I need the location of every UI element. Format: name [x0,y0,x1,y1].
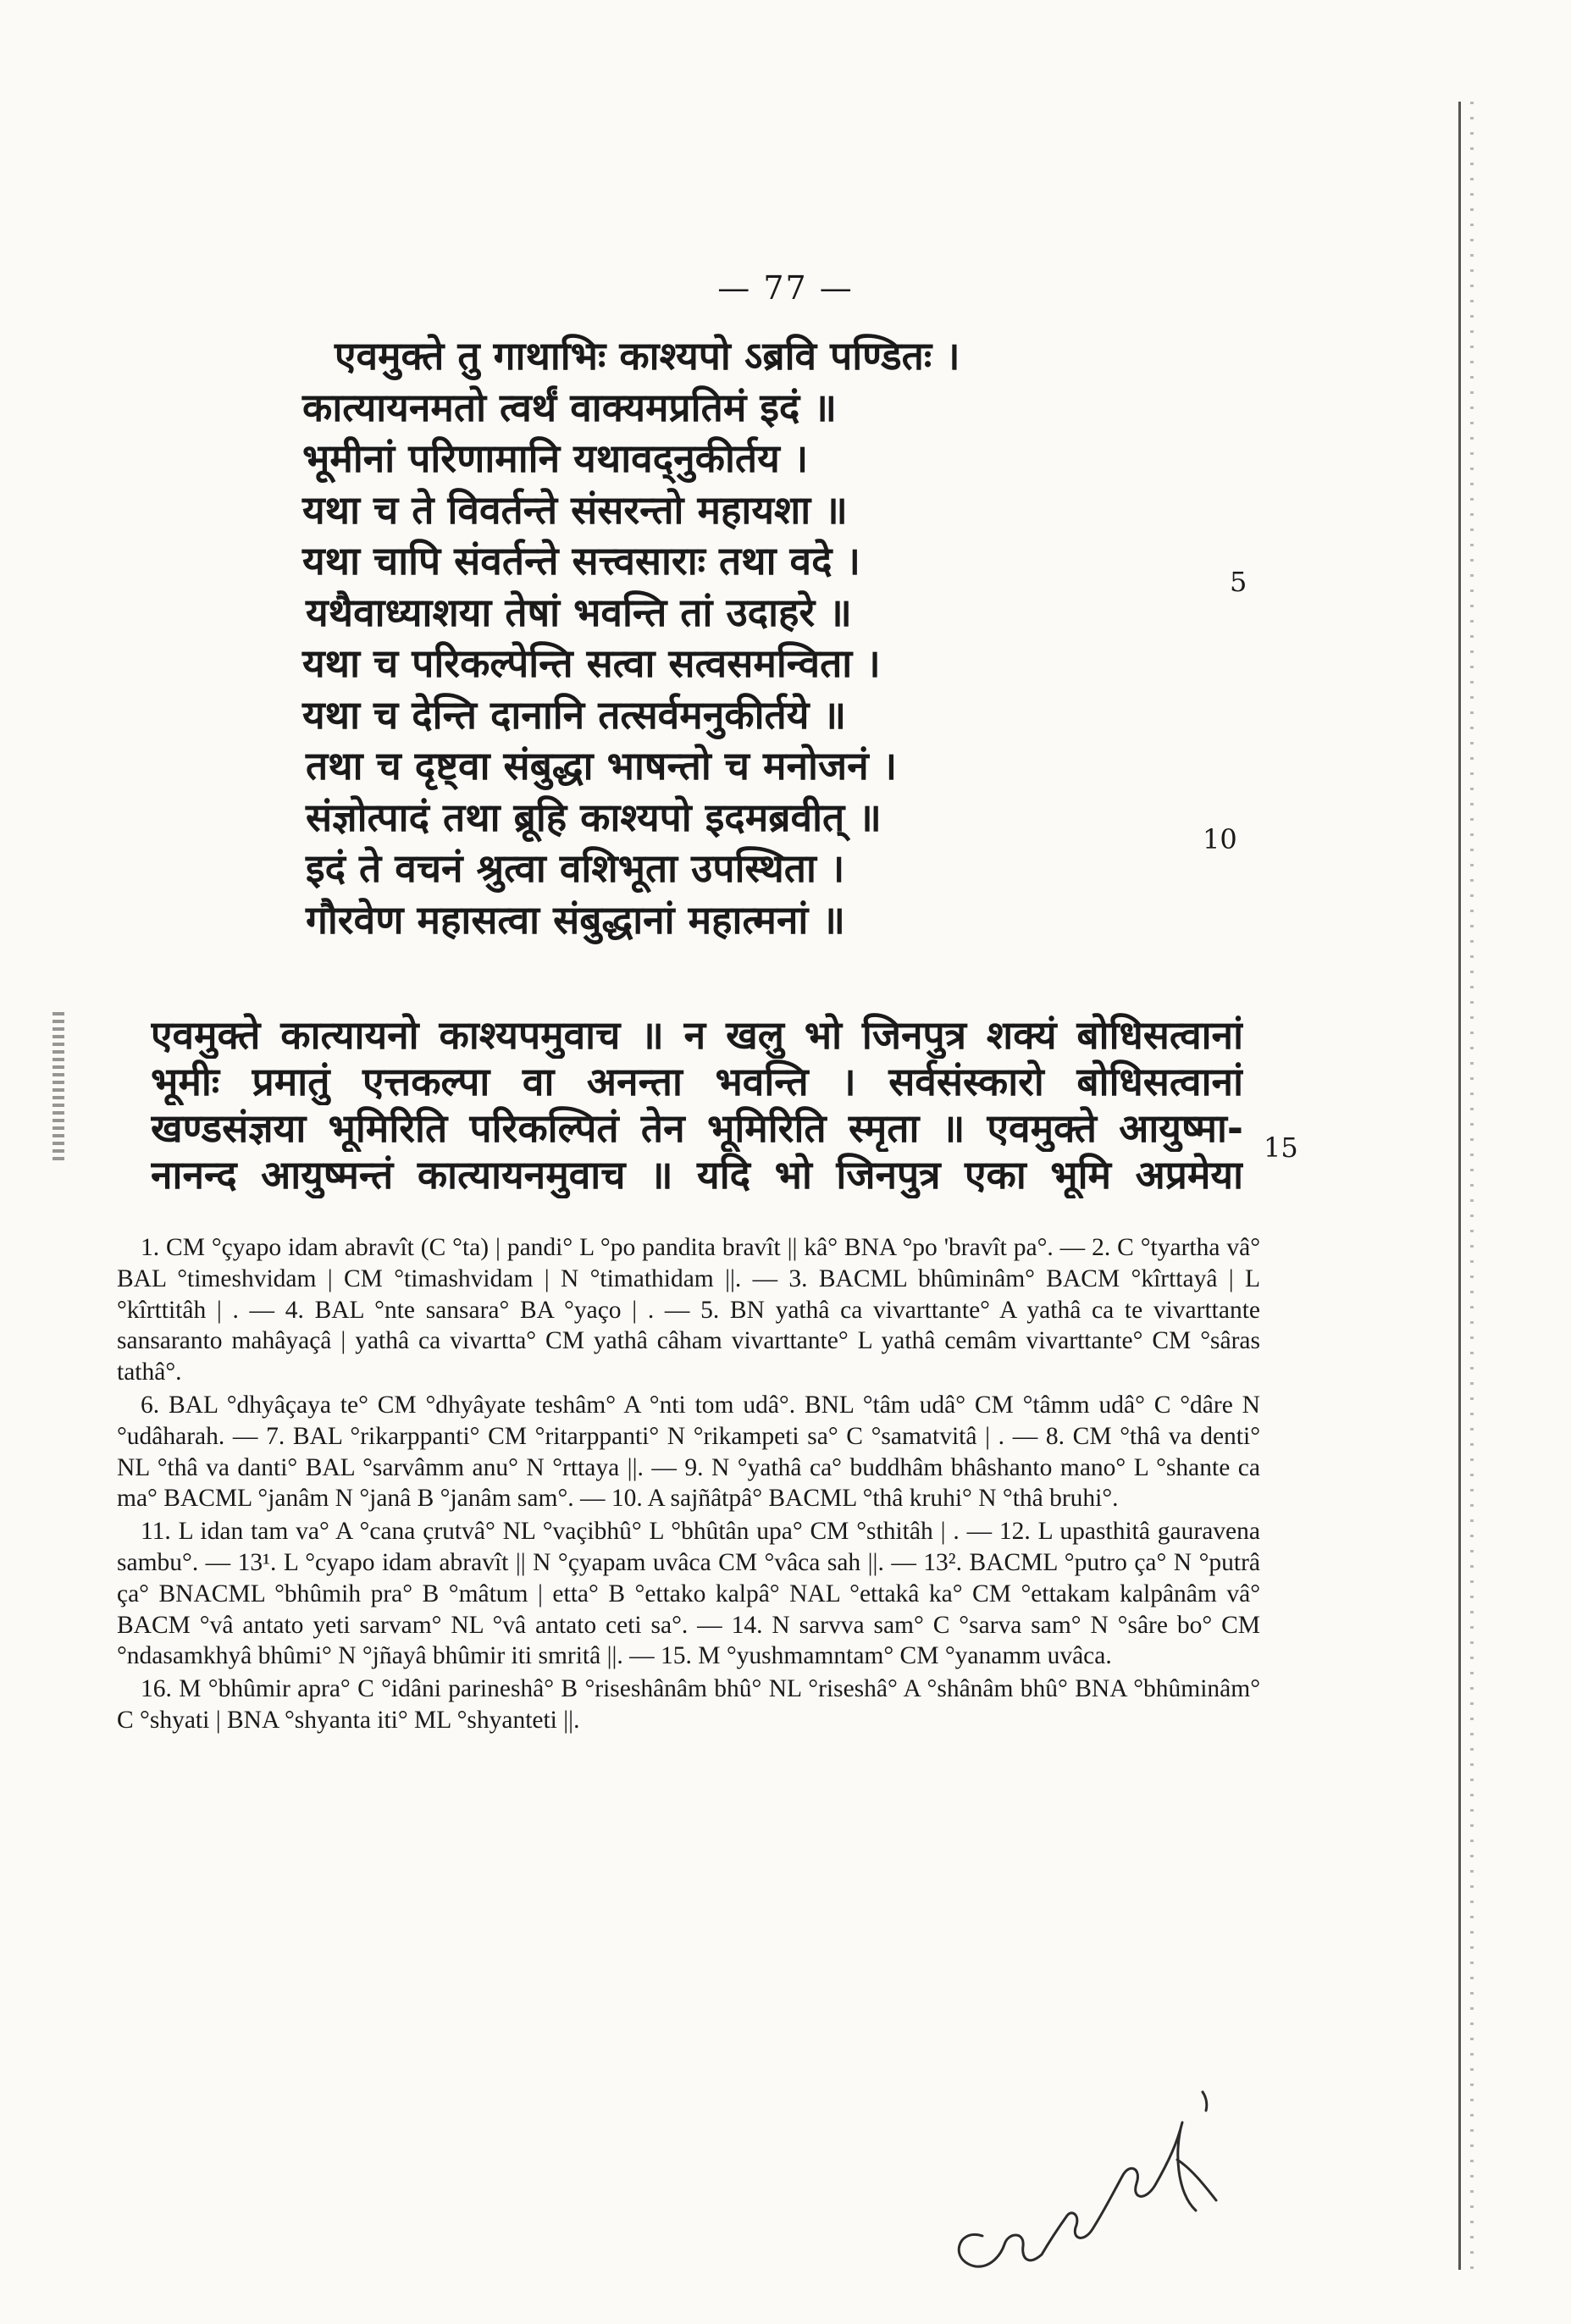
verse-block [301,330,1190,945]
verse-line: यथैवाध्याशया तेषां भवन्ति तां उदाहरे ॥ [306,589,852,635]
verse-line: भूमीनां परिणामानि यथावद्नुकीर्तय । [302,435,809,481]
prose-line: भूमीः प्रमातुं एत्तकल्पा वा अनन्ता भवन्ति । सर्वसंस्कारो बोधिसत्वानां [151,1059,1243,1104]
verse-line: यथा चापि संवर्तन्ते सत्त्वसाराः तथा वदे । [302,538,860,584]
note-paragraph: 1. CM °çyapo idam abravît (C °ta) | pandi° L °po pandita bravît || kâ° BNA °po 'bravît pa°. — 2. C °tyartha vâ° BAL °timeshvidam | CM °timashvidam | N °timathidam ||. — 3. BACML bhûminâm° BACM °kîrttayâ | L °kîrttitâh | . — 4. BAL °nte sansara° BA °yaço | . — 5. BN yathâ ca vivarttante° A yathâ ca te vivarttante sansaranto mahâyaçâ | yathâ ca vivartta° CM yathâ câham vivarttante° L yathâ cemâm vivarttante° CM °sâras tathâ°. [117,1234,1260,1386]
note-paragraph: 16. M °bhûmir apra° C °idâni parineshâ° B °riseshânâm bhû° NL °riseshâ° A °shânâm bhû° BNA °bhûminâm° C °shyati | BNA °shyanta iti° ML °shyanteti ||. [117,1675,1260,1734]
line-number-5: 5 [1230,566,1247,598]
page-number: — 77 — [717,269,854,307]
verse-line: संज्ञोत्पादं तथा ब्रूहि काश्यपो इदमब्रवीत् ॥ [306,794,882,840]
verse-line: एवमुक्ते तु गाथाभिः काश्यपो ऽब्रवि पण्डितः । [335,333,960,379]
verse-line: तथा च दृष्ट्वा संबुद्धा भाषन्तो च मनोजनं । [306,743,898,788]
prose-line: खण्डसंज्ञया भूमिरिति परिकल्पितं तेन भूमिरिति स्मृता ॥ एवमुक्ते आयुष्मा- [151,1105,1243,1151]
margin-smudge [53,1012,64,1160]
prose-line: एवमुक्ते कात्यायनो काश्यपमुवाच ॥ न खलु भो जिनपुत्र शक्यं बोधिसत्वानां [151,1012,1243,1058]
note-paragraph: 11. L idan tam va° A °cana çrutvâ° NL °vaçibhû° L °bhûtân upa° CM °sthitâh | . — 12. L upasthitâ gauravena sambu°. — 13¹. L °cyapo idam abravît || N °çyapam uvâca CM °vâca sah ||. — 13². BACML °putro ça° N °putrâ ça° BNACML °bhûmih pra° B °mâtum | etta° B °ettako kalpâ° NAL °ettakâ ka° CM °ettakam kalpânâm vâ° BACM °vâ antato yeti sarvam° NL °vâ antato ceti sa°. — 14. N sarvva sam° C °sarva sam° N °sâre bo° CM °ndasamkhyâ bhûmi° N °jñayâ bhûmir iti smritâ ||. — 15. M °yushmamntam° CM °yanamm uvâca. [117,1518,1260,1670]
handwritten-signature [923,2067,1245,2278]
verse-line: यथा च ते विवर्तन्ते संसरन्तो महायशा ॥ [302,486,848,533]
note-paragraph: 6. BAL °dhyâçaya te° CM °dhyâyate teshâm° A °nti tom udâ°. BNL °tâm udâ° CM °tâmm udâ° C °dâre N °udâharah. — 7. BAL °rikarppanti° CM °ritarppanti° N °rikampeti sa° C °samatvitâ | . — 8. CM °thâ va denti° NL °thâ va danti° BAL °sarvâmm anu° N °rttaya ||. — 9. N °yathâ ca° buddhâm bhâshanto mano° L °shante ca ma° BACML °janâm N °janâ B °janâm sam°. — 10. A sajñâtpâ° BACML °thâ kruhi° N °thâ bruhi°. [117,1391,1260,1513]
verse-line: यथा च परिकल्पेन्ति सत्वा सत्वसमन्विता । [302,640,881,686]
verse-line: गौरवेण महासत्वा संबुद्धानां महात्मनां ॥ [306,896,845,943]
prose-line: नानन्द आयुष्मन्तं कात्यायनमुवाच ॥ यदि भो जिनपुत्र एका भूमि अप्रमेया [151,1152,1243,1198]
verse-line: कात्यायनमतो त्वर्थं वाक्यमप्रतिमं इदं ॥ [302,384,837,430]
verse-line: यथा च देन्ति दानानि तत्सर्वमनुकीर्तये ॥ [302,691,847,738]
verse-line: इदं ते वचनं श्रुत्वा वशिभूता उपस्थिता । [306,845,845,891]
critical-apparatus [117,1232,1260,1736]
line-number-10: 10 [1203,823,1237,855]
line-number-15: 15 [1264,1132,1298,1164]
prose-block [151,1012,1243,1198]
page-edge-dots [1470,102,1474,2270]
page-edge-line [1458,102,1461,2270]
